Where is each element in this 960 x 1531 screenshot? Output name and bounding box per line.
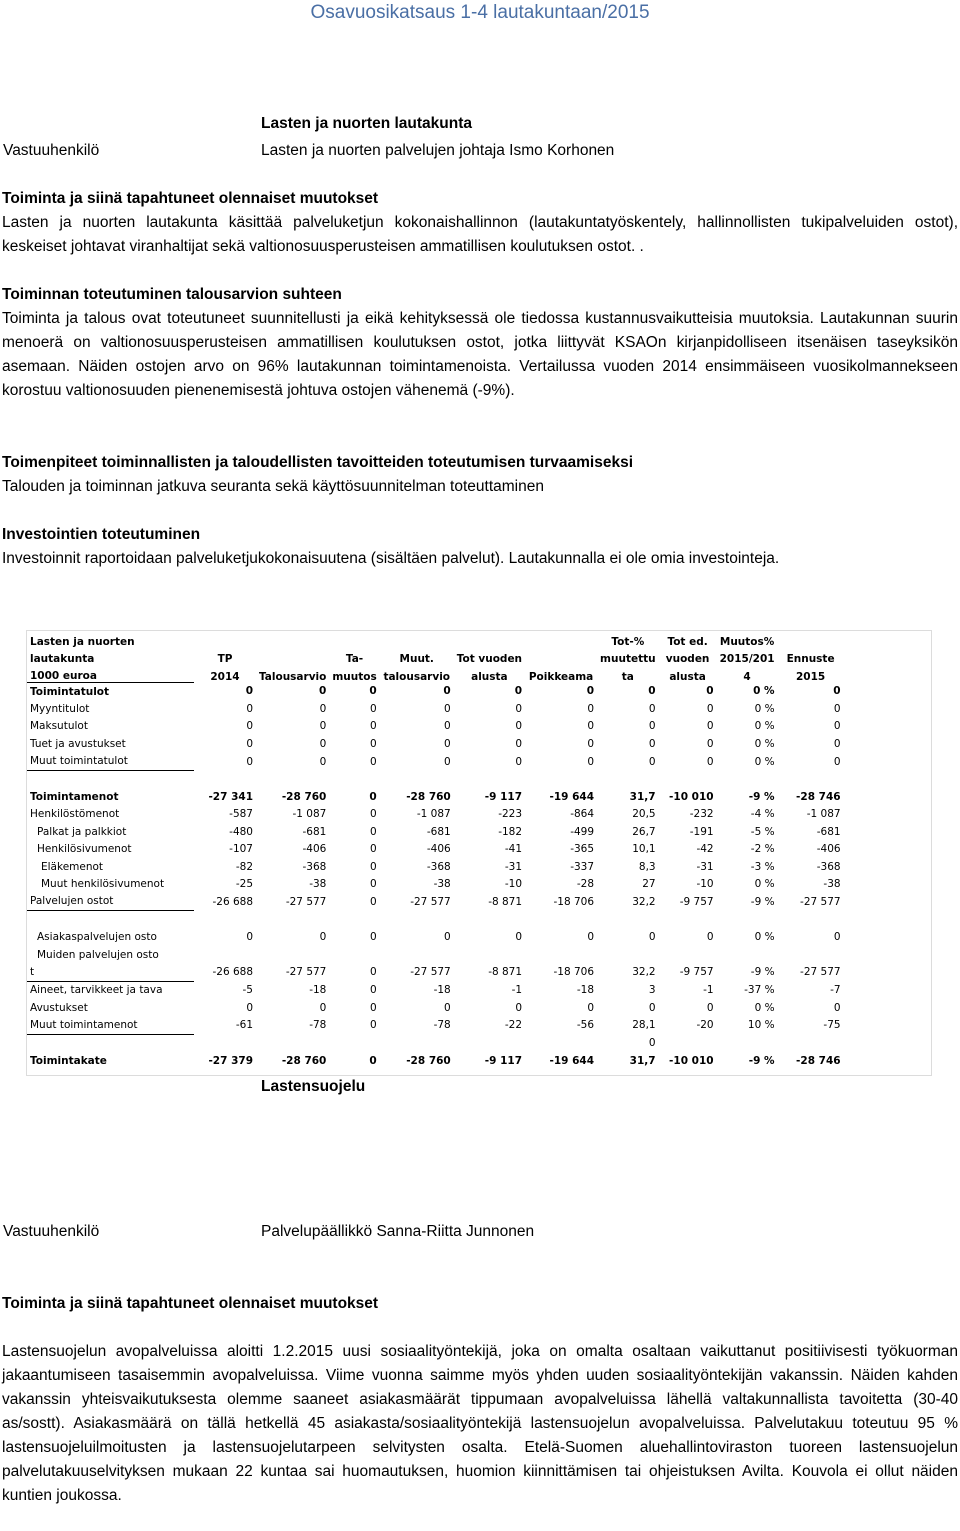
table-cell: 0 xyxy=(587,737,595,750)
table-cell: -182 xyxy=(498,825,523,838)
table-cell xyxy=(717,1034,778,1052)
table-header-cell: Tot vuoden xyxy=(456,653,523,665)
table-cell xyxy=(454,1034,525,1052)
table-header-cell: Muutos% xyxy=(719,636,775,648)
table-spacer-cell xyxy=(27,911,844,929)
table-cell: 0 xyxy=(515,931,523,944)
table-row xyxy=(27,735,844,752)
row-label: Palkat ja palkkiot xyxy=(37,825,127,838)
table-cell: -2 % xyxy=(750,843,775,856)
table-cell: 0 xyxy=(370,843,377,856)
responsible-value-2: Palvelupäällikkö Sanna-Riitta Junnonen xyxy=(261,1223,535,1240)
row-label: Toimintamenot xyxy=(30,791,119,804)
table-cell: -10 010 xyxy=(669,791,714,804)
table-cell: 0 xyxy=(370,931,377,944)
table-cell: 0 xyxy=(648,1037,656,1050)
table-cell: 0 % xyxy=(753,685,775,698)
table-cell xyxy=(256,1034,329,1052)
table-cell: -9 % xyxy=(748,791,775,804)
table-header-cell: ta xyxy=(621,670,634,683)
table-header-cell: lautakunta xyxy=(30,653,95,665)
table-cell: -18 xyxy=(433,984,451,997)
table-cell: 0 xyxy=(319,755,327,768)
row-label: Muut toimintamenot xyxy=(27,1016,194,1034)
table-cell: -5 xyxy=(242,984,253,997)
table-cell: 0 xyxy=(587,703,595,716)
table-cell: 31,7 xyxy=(629,1054,656,1067)
table-cell: 0 xyxy=(370,720,377,733)
row-label: Myyntitulot xyxy=(30,703,90,716)
table-header-cell: talousarvio xyxy=(383,670,451,683)
table-cell: 0 % xyxy=(754,877,775,890)
table-cell xyxy=(194,1034,256,1052)
table-cell: -28 746 xyxy=(796,1054,841,1067)
table-header-cell: Talousarvio xyxy=(259,670,327,683)
table-header-cell: Lasten ja nuorten xyxy=(30,636,135,648)
row-label: Muut henkilösivumenot xyxy=(41,877,165,890)
table-cell: -9 757 xyxy=(679,966,714,979)
table-cell: -78 xyxy=(433,1019,451,1032)
table-cell: 31,7 xyxy=(629,791,656,804)
responsible-label-2: Vastuuhenkilö xyxy=(3,1223,100,1240)
table-header-cell xyxy=(454,631,525,648)
table-header-cell: Ennuste xyxy=(786,653,835,665)
table-cell: 0 xyxy=(370,755,377,768)
table-cell: -864 xyxy=(570,808,595,821)
table-cell: 0 xyxy=(369,1054,377,1067)
table-row xyxy=(27,963,844,981)
table-cell: -107 xyxy=(229,843,253,856)
table-cell: 0 xyxy=(443,685,451,698)
table-header-cell: TP xyxy=(217,653,233,665)
table-cell: 0 % xyxy=(754,755,775,768)
table-cell: -27 341 xyxy=(208,791,253,804)
table-header-cell: muutettu xyxy=(600,653,656,665)
finance-table-frame xyxy=(26,630,932,1076)
table-cell: 0 xyxy=(370,860,377,873)
table-cell: 3 xyxy=(648,984,656,997)
table-row xyxy=(27,999,844,1016)
table-cell: 0 xyxy=(586,685,595,698)
table-header-cell xyxy=(329,631,379,648)
board-title: Lasten ja nuorten lautakunta xyxy=(261,115,473,132)
table-row xyxy=(27,788,844,805)
table-cell: 0 xyxy=(370,808,377,821)
table-cell: 0 xyxy=(706,720,714,733)
table-cell: -22 xyxy=(504,1019,523,1032)
table-cell: -9 % xyxy=(750,895,775,908)
table-row xyxy=(27,893,844,911)
table-cell: 0 xyxy=(587,755,595,768)
table-cell: -28 760 xyxy=(406,1054,451,1067)
table-cell: 26,7 xyxy=(632,825,656,838)
table-cell: -10 xyxy=(696,877,714,890)
table-header-cell xyxy=(256,648,329,665)
row-label: Asiakaspalvelujen osto xyxy=(37,931,157,944)
table-cell: -38 xyxy=(309,877,327,890)
table-row xyxy=(27,928,844,945)
table-header-cell: 1000 euroa xyxy=(27,665,194,683)
table-cell: -681 xyxy=(816,825,841,838)
table-cell: 0 xyxy=(833,1001,841,1014)
table-cell xyxy=(525,946,597,963)
table-row xyxy=(27,683,844,701)
table-cell: -368 xyxy=(426,860,451,873)
table-cell: -26 688 xyxy=(212,966,253,979)
table-cell: -10 010 xyxy=(669,1054,714,1067)
table-cell: 0 xyxy=(648,931,656,944)
table-cell: 0 xyxy=(515,1001,523,1014)
table-cell: 0 xyxy=(245,685,253,698)
table-cell: 0 xyxy=(319,931,327,944)
table-row xyxy=(27,946,844,963)
table-cell: 0 xyxy=(833,755,841,768)
table-cell: -27 577 xyxy=(285,966,327,979)
table-cell xyxy=(194,946,256,963)
table-header-cell: Tot ed. xyxy=(667,636,708,648)
table-cell: -18 xyxy=(576,984,595,997)
table-cell: 0 xyxy=(246,755,253,768)
table-cell: 0 xyxy=(370,825,377,838)
measures-heading: Toimenpiteet toiminnallisten ja taloudellisten tavoitteiden toteutumisen turvaamiseksi xyxy=(2,454,634,471)
table-header-cell xyxy=(194,631,256,648)
table-cell: 20,5 xyxy=(632,808,656,821)
table-cell xyxy=(659,946,717,963)
table-cell xyxy=(778,946,844,963)
table-header-cell: alusta xyxy=(471,670,508,683)
table-cell: 0 xyxy=(587,720,595,733)
table-cell: -9 % xyxy=(748,1054,775,1067)
table-spacer-cell xyxy=(27,770,844,788)
table-cell: 0 xyxy=(444,737,451,750)
table-header-cell: Poikkeama xyxy=(528,670,594,683)
table-cell: 0 xyxy=(369,791,377,804)
row-label: t xyxy=(27,963,194,981)
row-label: Palvelujen ostot xyxy=(27,893,194,911)
table-header-cell: 2015 xyxy=(795,670,826,683)
table-cell: 0 xyxy=(833,737,841,750)
table-row xyxy=(27,1034,844,1052)
table-cell: -499 xyxy=(570,825,595,838)
row-label: Muiden palvelujen osto xyxy=(37,948,159,961)
table-cell: 0 xyxy=(706,703,714,716)
table-cell: 0 xyxy=(444,703,451,716)
table-spacer-row xyxy=(27,770,844,788)
table-cell: -41 xyxy=(504,843,523,856)
table-cell: 0 xyxy=(319,720,327,733)
table-header-row xyxy=(27,665,844,683)
table-header-cell: 2014 xyxy=(210,670,240,683)
table-cell: -9 % xyxy=(750,966,775,979)
table-cell: -27 577 xyxy=(800,966,841,979)
table-cell: -1 087 xyxy=(806,808,841,821)
table-header-cell: muutos xyxy=(332,670,377,683)
row-label: Toimintakate xyxy=(30,1054,107,1067)
table-cell: -406 xyxy=(816,843,841,856)
table-cell: 0 % xyxy=(754,737,775,750)
changes-text: Lasten ja nuorten lautakunta käsittää palveluketjun kokonaishallinnon (lautakuntatyöskentely, hallinnollisten tukipalveluiden ostot), keskeiset johtavat viranhaltijat sekä valtionosuusperusteisen ammatillisen koulutuksen ostot. . xyxy=(2,214,958,255)
table-row xyxy=(27,1052,844,1069)
table-cell: 0 xyxy=(515,703,523,716)
table-cell: 0 xyxy=(515,755,523,768)
table-cell: -19 644 xyxy=(549,1054,595,1067)
changes-heading: Toiminta ja siinä tapahtuneet olennaiset muutokset xyxy=(2,190,379,207)
table-cell: -9 757 xyxy=(679,895,714,908)
table-cell: 32,2 xyxy=(632,895,656,908)
table-cell: 0 xyxy=(648,720,656,733)
table-cell: 0 xyxy=(648,737,656,750)
table-header-cell xyxy=(778,631,844,648)
table-cell: -681 xyxy=(426,825,451,838)
table-cell: -368 xyxy=(302,860,327,873)
finance-table xyxy=(27,631,844,1070)
measures-text: Talouden ja toiminnan jatkuva seuranta sekä käyttösuunnitelman toteuttaminen xyxy=(2,478,544,495)
table-cell: -681 xyxy=(302,825,327,838)
table-row xyxy=(27,981,844,999)
responsible-value: Lasten ja nuorten palvelujen johtaja Ismo Korhonen xyxy=(261,142,615,159)
table-cell: 0 % xyxy=(754,703,775,716)
table-cell: 0 xyxy=(706,755,714,768)
table-cell: -42 xyxy=(696,843,714,856)
page-header: Osavuosikatsaus 1-4 lautakuntaan/2015 xyxy=(310,2,650,23)
table-header-cell: Muut. xyxy=(399,653,434,665)
table-cell: -406 xyxy=(426,843,451,856)
budget-heading: Toiminnan toteutuminen talousarvion suhteen xyxy=(2,286,342,303)
table-cell: -19 644 xyxy=(549,791,595,804)
table-cell: 28,1 xyxy=(632,1019,656,1032)
table-cell: -27 577 xyxy=(410,895,451,908)
table-cell xyxy=(256,946,329,963)
table-cell: -7 xyxy=(830,984,841,997)
table-row xyxy=(27,858,844,875)
table-cell: 0 xyxy=(444,1001,451,1014)
table-cell xyxy=(597,946,659,963)
changes-text-2: Lastensuojelun avopalveluissa aloitti 1.2.2015 uusi sosiaalityöntekijä, joka on omalta osaltaan vaikuttanut positiivisesti työkuorman jakaantumiseen tasaisemmin avopalveluissa. Viime vuonna saimme myös yhden uuden sosiaalityöntekijän vakanssin. Näiden kahden vakanssin yhteisvaikutuksesta olemme saaneet asiakasmäärät tippumaan avopalveluissa lähellä valtakunnallista tavoitetta (30-40 as/sostt). Asiakasmäärä on tällä hetkellä 45 asiakasta/sosiaalityöntekijä lastensuojelun avopalveluissa. Palvelutakuu toteutuu 95 % lastensuojeluilmoitusten ja lastensuojelutarpeen selvitysten osalta. Etelä-Suomen aluehallintoviraston tuoreen lastensuojelun palvelutakuuselvityksen mukaan 22 kuntaa sai huomautuksen, huomion kiinnittämisen tai ohjeistuksen Avilta. Kouvola ei ollut näiden kuntien joukossa. xyxy=(2,1343,958,1504)
budget-text: Toiminta ja talous ovat toteutuneet suunnitellusti ja eikä kehityksessä ole tiedossa kustannusvaikutteisia muutoksia. Lautakunnan suurin menoerä on valtionosuusperusteisen ammatillisen koulutuksen ostot, jotka liittyvät KSAOn kirjanpidolliseen itsenäisen taseyksikön asemaan. Näiden ostojen arvo on 96% lautakunnan toimintamenoista. Vertailussa vuoden 2014 ensimmäiseen vuosikolmannekseen korostuu valtionosuuden pienenemisestä johtuva ostojen vähenemä (-9%). xyxy=(2,310,958,399)
investments-heading: Investointien toteutuminen xyxy=(2,526,201,543)
table-cell: 0 xyxy=(706,931,714,944)
table-cell: -27 577 xyxy=(800,895,841,908)
table-cell: 0 xyxy=(515,737,523,750)
changes-heading-2: Toiminta ja siinä tapahtuneet olennaiset muutokset xyxy=(2,1295,379,1312)
table-cell: -28 746 xyxy=(796,791,841,804)
table-cell: 0 xyxy=(833,720,841,733)
table-cell: 0 xyxy=(246,931,253,944)
row-label: Eläkemenot xyxy=(41,860,104,873)
table-cell: -78 xyxy=(309,1019,327,1032)
table-cell: 0 xyxy=(648,1001,656,1014)
table-cell: 0 xyxy=(370,877,377,890)
table-cell: 0 % xyxy=(754,1001,775,1014)
row-label: Henkilöstömenot xyxy=(30,808,120,821)
row-label: Muut toimintatulot xyxy=(27,753,194,771)
table-cell: 0 xyxy=(648,703,656,716)
table-cell: -31 xyxy=(696,860,714,873)
table-cell: -28 xyxy=(576,877,595,890)
table-cell: 0 xyxy=(587,1001,595,1014)
table-cell: 0 xyxy=(246,703,253,716)
table-cell: -9 117 xyxy=(484,791,523,804)
table-cell: -4 % xyxy=(750,808,775,821)
table-cell: -28 760 xyxy=(281,1054,327,1067)
table-cell: 0 xyxy=(648,685,656,698)
table-cell: 0 xyxy=(246,720,253,733)
table-cell xyxy=(329,946,379,963)
table-cell: 0 xyxy=(319,1001,327,1014)
table-cell: 10,1 xyxy=(632,843,656,856)
table-cell: -25 xyxy=(235,877,253,890)
table-cell: -9 117 xyxy=(484,1054,523,1067)
table-cell: 0 xyxy=(246,1001,253,1014)
table-cell: -232 xyxy=(689,808,714,821)
table-row xyxy=(27,700,844,717)
table-cell xyxy=(329,1034,379,1052)
table-header-cell: Ta- xyxy=(345,653,364,665)
table-row xyxy=(27,841,844,858)
table-cell: -37 % xyxy=(744,984,775,997)
table-cell: 0 xyxy=(514,685,523,698)
table-cell: -27 379 xyxy=(208,1054,253,1067)
table-header-cell: Tot-% xyxy=(611,636,645,648)
table-cell: -223 xyxy=(498,808,523,821)
table-header-cell xyxy=(256,631,329,648)
table-header-cell xyxy=(525,648,597,665)
row-label: Aineet, tarvikkeet ja tava xyxy=(30,984,163,997)
table-cell: -18 706 xyxy=(553,895,595,908)
table-cell: 8,3 xyxy=(638,860,656,873)
table-cell: 0 xyxy=(833,931,841,944)
table-cell xyxy=(454,946,525,963)
table-cell xyxy=(380,1034,454,1052)
table-cell: 0 xyxy=(370,737,377,750)
table-cell: -587 xyxy=(229,808,253,821)
table-cell: 0 xyxy=(706,1001,714,1014)
table-header-cell: alusta xyxy=(669,670,706,683)
table-spacer-row xyxy=(27,911,844,929)
table-header-row xyxy=(27,648,844,665)
table-cell: 0 xyxy=(370,1001,377,1014)
table-row xyxy=(27,1016,844,1034)
table-cell xyxy=(380,946,454,963)
row-label: Tuet ja avustukset xyxy=(30,737,126,750)
table-cell: -56 xyxy=(576,1019,595,1032)
table-cell: -1 087 xyxy=(292,808,327,821)
table-cell: -365 xyxy=(570,843,595,856)
table-cell: -10 xyxy=(504,877,523,890)
table-header-cell xyxy=(525,631,597,648)
table-cell: 0 xyxy=(319,703,327,716)
table-cell: 0 xyxy=(444,931,451,944)
table-cell: 0 xyxy=(444,720,451,733)
board-title-2: Lastensuojelu xyxy=(261,1078,366,1095)
investments-text: Investoinnit raportoidaan palveluketjukokonaisuutena (sisältäen palvelut). Lautakunnalla ei ole omia investointeja. xyxy=(2,550,780,567)
table-cell: -31 xyxy=(504,860,523,873)
row-label: Maksutulot xyxy=(30,720,88,733)
table-header-cell xyxy=(380,631,454,648)
table-cell: -61 xyxy=(235,1019,253,1032)
table-cell: 0 xyxy=(706,737,714,750)
table-cell: -38 xyxy=(433,877,451,890)
row-label: Avustukset xyxy=(30,1001,88,1014)
row-label: Toimintatulot xyxy=(30,685,110,698)
table-cell: -28 760 xyxy=(406,791,451,804)
table-header-cell: 4 xyxy=(743,670,751,683)
table-cell xyxy=(525,1034,597,1052)
table-cell: 0 % xyxy=(754,931,775,944)
table-cell: 32,2 xyxy=(632,966,656,979)
table-cell: -18 xyxy=(309,984,327,997)
table-cell: -38 xyxy=(823,877,841,890)
table-cell: 0 xyxy=(319,685,327,698)
table-cell: -27 577 xyxy=(285,895,327,908)
table-cell: -191 xyxy=(689,825,714,838)
table-cell: -8 871 xyxy=(488,966,523,979)
table-cell: 0 xyxy=(833,703,841,716)
table-cell: -337 xyxy=(570,860,595,873)
table-cell: -20 xyxy=(696,1019,714,1032)
table-cell xyxy=(659,1034,717,1052)
table-header-row xyxy=(27,631,844,648)
table-cell: 0 xyxy=(587,931,595,944)
table-cell: 0 xyxy=(515,720,523,733)
table-cell: -5 % xyxy=(750,825,775,838)
table-cell xyxy=(717,946,778,963)
table-cell: 0 xyxy=(648,755,656,768)
responsible-label: Vastuuhenkilö xyxy=(3,142,100,159)
table-cell: 0 xyxy=(369,685,377,698)
table-cell: 0 xyxy=(246,737,253,750)
table-cell: 0 xyxy=(706,685,714,698)
table-cell: 0 xyxy=(370,984,377,997)
row-label: Henkilösivumenot xyxy=(37,843,132,856)
table-cell: 0 xyxy=(833,685,841,698)
table-row xyxy=(27,718,844,735)
table-cell: 27 xyxy=(642,877,656,890)
table-cell: -28 760 xyxy=(281,791,327,804)
table-cell: -82 xyxy=(235,860,253,873)
table-cell: -480 xyxy=(229,825,253,838)
table-cell: 0 xyxy=(444,755,451,768)
table-cell: -406 xyxy=(302,843,327,856)
table-cell xyxy=(778,1034,844,1052)
table-row xyxy=(27,806,844,823)
table-cell: 0 xyxy=(370,1019,377,1032)
table-row xyxy=(27,823,844,840)
table-cell: -1 087 xyxy=(416,808,451,821)
table-cell: -1 xyxy=(703,984,714,997)
table-cell: -3 % xyxy=(750,860,775,873)
table-cell: 0 xyxy=(370,966,377,979)
table-header-cell: vuoden xyxy=(665,653,710,665)
table-cell: 10 % xyxy=(747,1019,775,1032)
table-row xyxy=(27,875,844,892)
table-cell: -27 577 xyxy=(410,966,451,979)
table-cell: 0 xyxy=(370,703,377,716)
table-cell: 0 xyxy=(319,737,327,750)
table-cell: -368 xyxy=(816,860,841,873)
table-cell: -26 688 xyxy=(212,895,253,908)
row-label xyxy=(27,1034,194,1052)
table-cell: -1 xyxy=(511,984,523,997)
table-cell: -18 706 xyxy=(553,966,595,979)
table-cell: -75 xyxy=(823,1019,841,1032)
table-header-cell: 2015/201 xyxy=(719,653,775,665)
table-row xyxy=(27,753,844,771)
table-cell: 0 % xyxy=(754,720,775,733)
table-cell: 0 xyxy=(370,895,377,908)
table-cell: -8 871 xyxy=(488,895,523,908)
